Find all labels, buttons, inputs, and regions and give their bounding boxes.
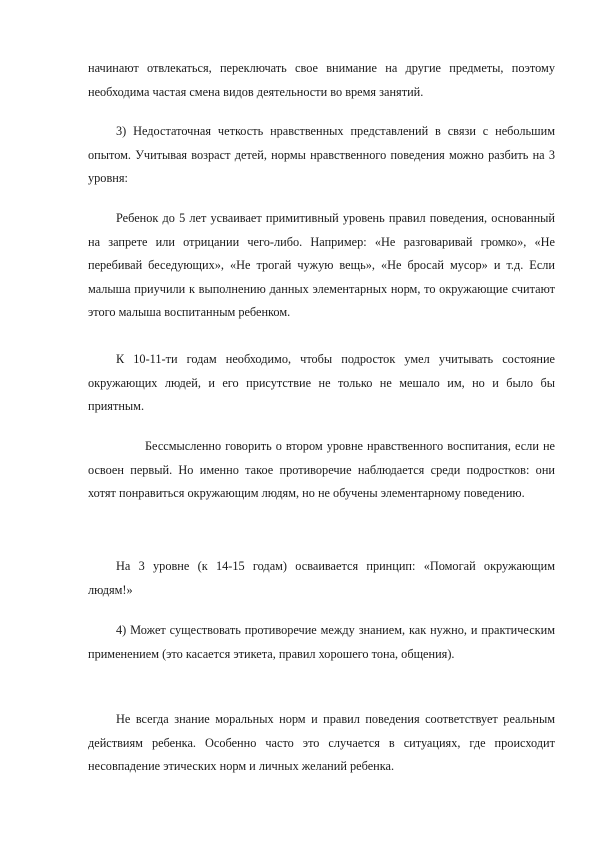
paragraph-norms-vs-actions: Не всегда знание моральных норм и правил поведения соответствует реальным действиям ребенка. Особенно часто это случается в ситуациях, где происходит несовпадение этических норм и личных желаний ребенка. [88, 712, 555, 773]
paragraph-point-4: 4) Может существовать противоречие между знанием, как нужно, и практическим применением (это касается этикета, правил хорошего тона, общения). [88, 623, 555, 661]
paragraph-level-3: На 3 уровне (к 14-15 годам) осваивается принцип: «Помогай окружающим людям!» [88, 559, 555, 597]
paragraph-contradiction: Бессмысленно говорить о втором уровне нравственного воспитания, если не освоен первый. Но именно такое противоречие наблюдается среди подростков: они хотят понравиться окружающим людям, но не обучены элементарному поведению. [88, 439, 555, 500]
paragraph-point-3: 3) Недостаточная четкость нравственных представлений в связи с небольшим опытом. Учитывая возраст детей, нормы нравственного поведения можно разбить на 3 уровня: [88, 124, 555, 185]
paragraph-continuation: начинают отвлекаться, переключать свое внимание на другие предметы, поэтому необходима частая смена видов деятельности во время занятий. [88, 61, 555, 99]
paragraph-level-1: Ребенок до 5 лет усваивает примитивный уровень правил поведения, основанный на запрете или отрицании чего-либо. Например: «Не разговаривай громко», «Не перебивай беседующих», «Не трогай чужую вещь», «Не бросай мусор» и т.д. Если малыша приучили к выполнению данных элементарных норм, то окружающие считают этого малыша воспитанным ребенком. [88, 211, 555, 319]
paragraph-level-2: К 10-11-ти годам необходимо, чтобы подросток умел учитывать состояние окружающих людей, и его присутствие не только не мешало им, но и было бы приятным. [88, 352, 555, 413]
